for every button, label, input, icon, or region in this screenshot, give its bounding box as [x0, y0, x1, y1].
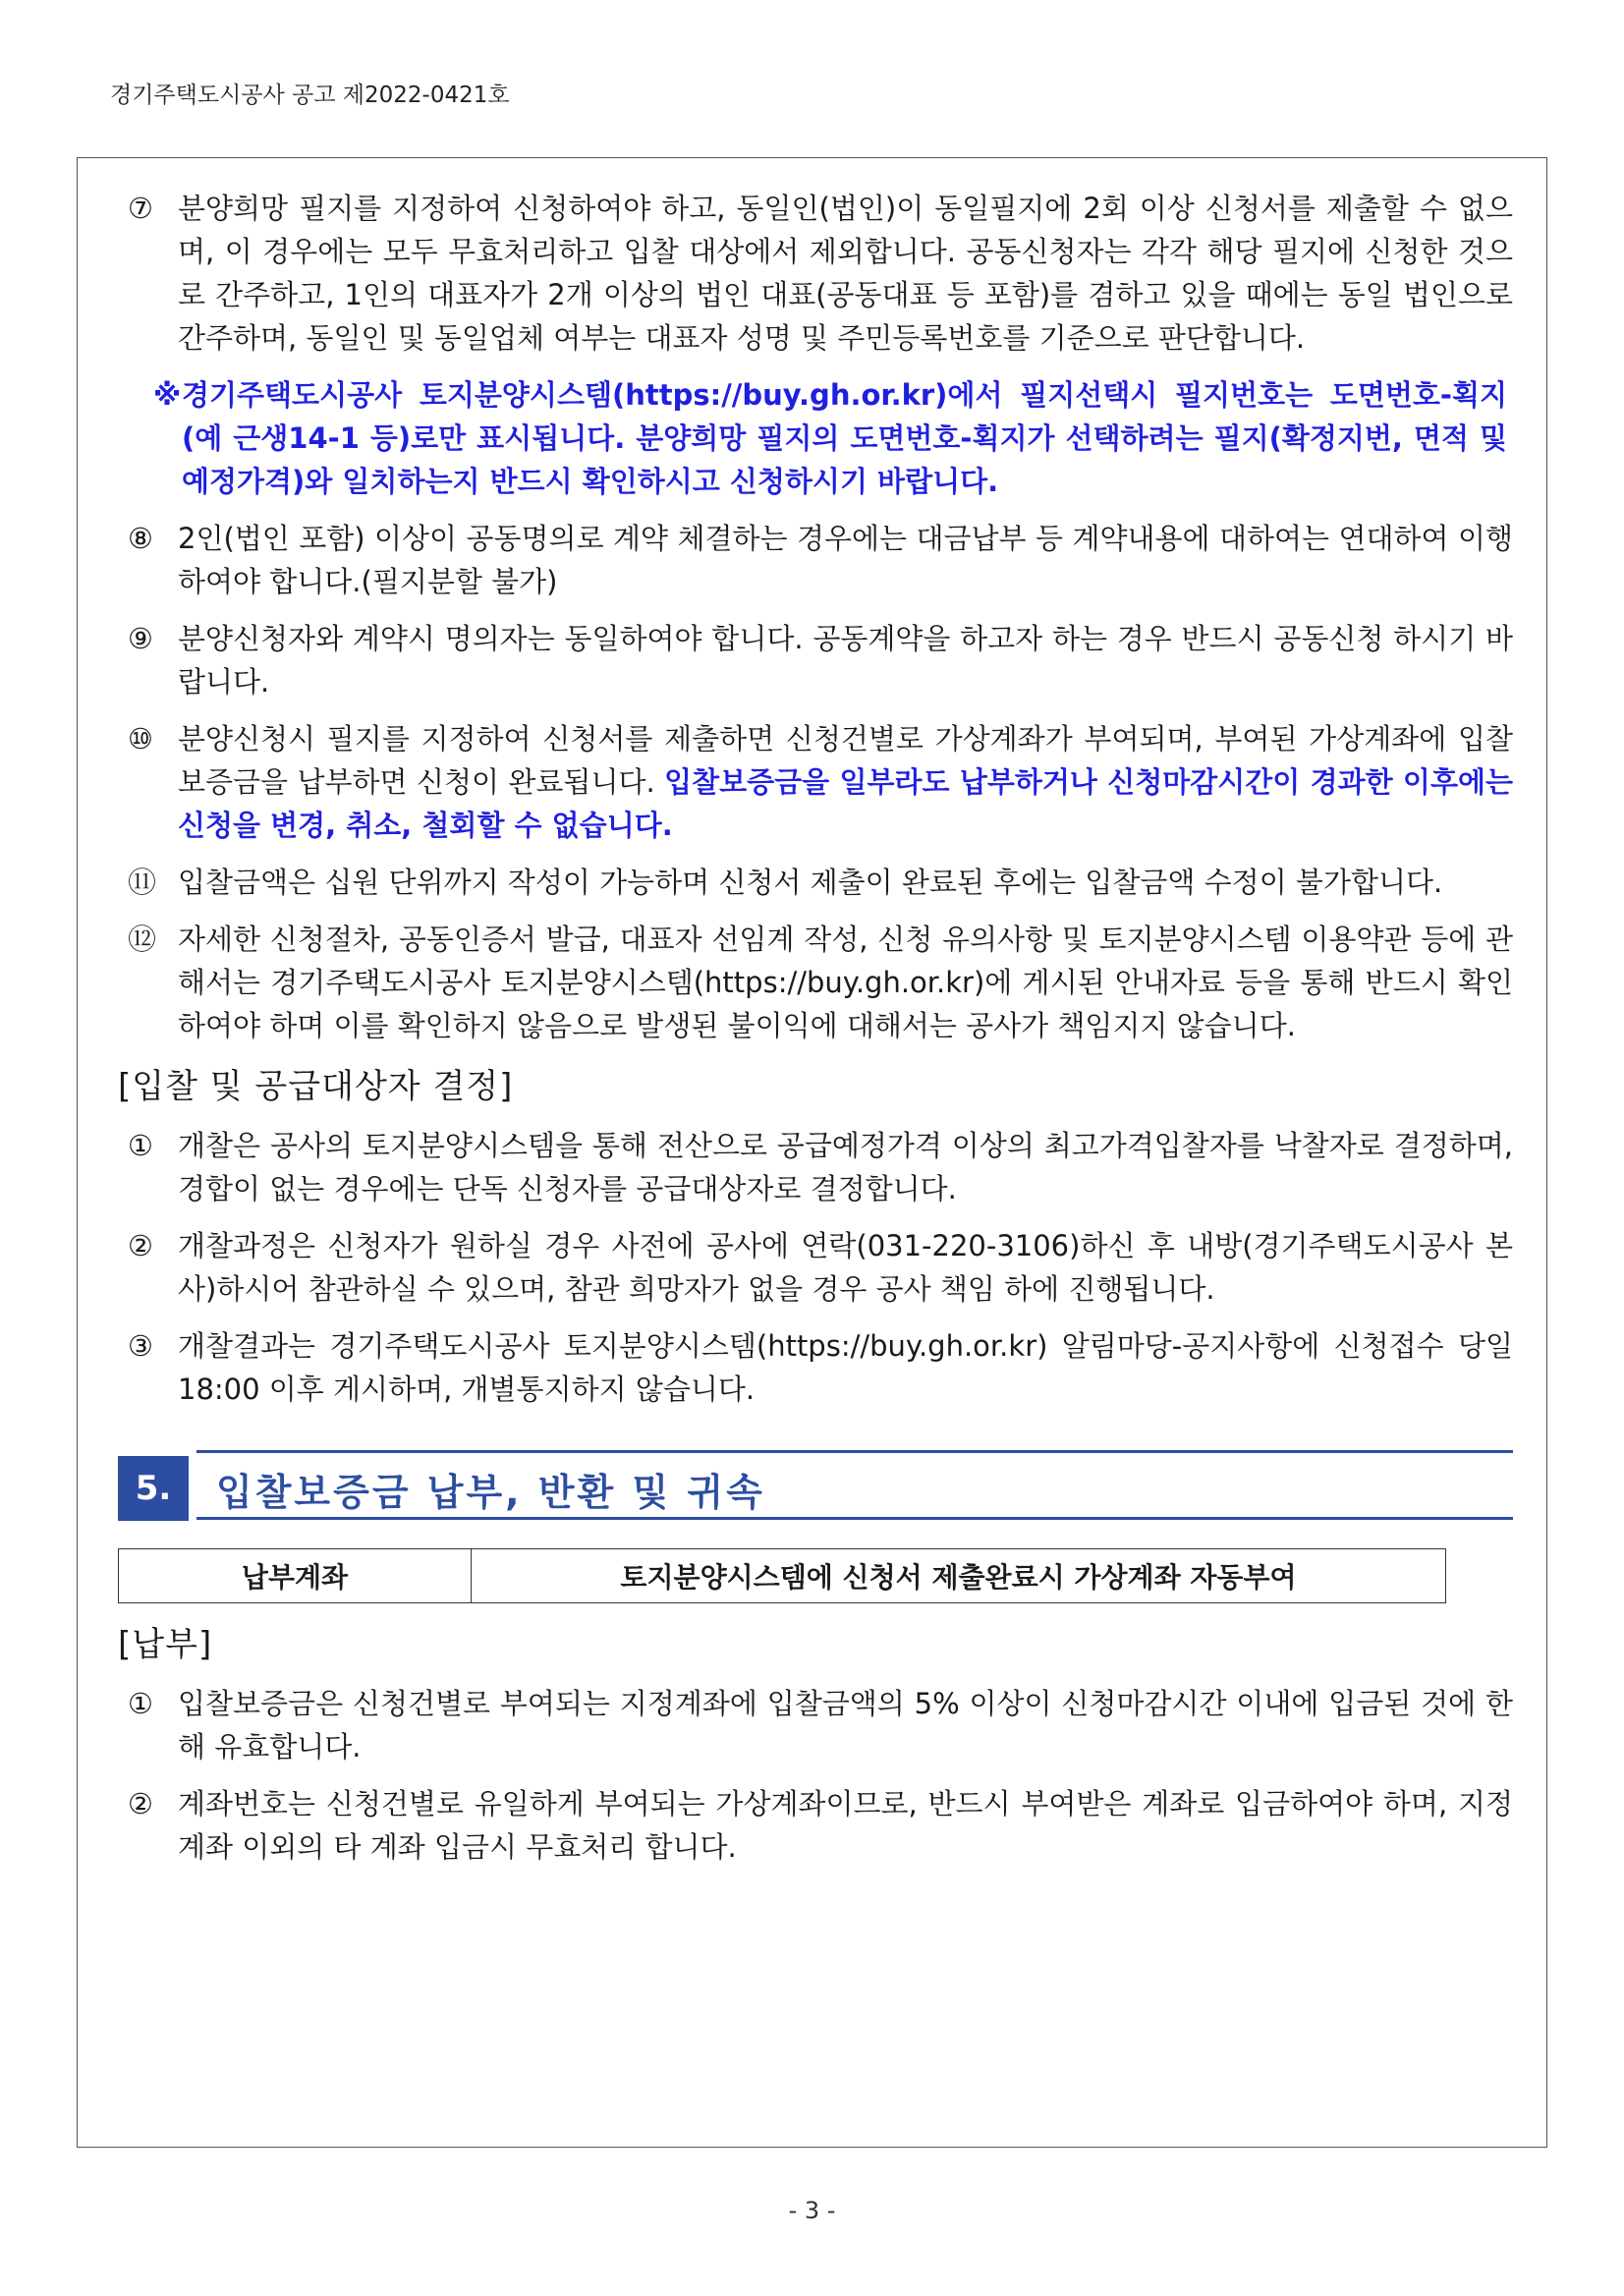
item-text: 계좌번호는 신청건별로 유일하게 부여되는 가상계좌이므로, 반드시 부여받은 계좌로 입금하여야 하며, 지정계좌 이외의 타 계좌 입금시 무효처리 합니다.	[178, 1787, 1513, 1864]
item-text: 분양신청자와 계약시 명의자는 동일하여야 합니다. 공동계약을 하고자 하는 경우 반드시 공동신청 하시기 바랍니다.	[178, 622, 1513, 699]
list-item-10	[118, 717, 1513, 847]
table-row	[119, 1549, 1446, 1603]
item-number: ⑧	[128, 522, 153, 555]
item-number: ⑦	[128, 192, 153, 225]
list-item-9	[118, 617, 1513, 703]
item-number: ⑩	[128, 722, 153, 756]
section-rule	[196, 1450, 1513, 1453]
item-number: ①	[128, 1129, 153, 1162]
list-item	[118, 1224, 1513, 1311]
page-number: - 3 -	[788, 2197, 836, 2224]
item-number: ⑫	[128, 923, 157, 956]
item-text: 개찰은 공사의 토지분양시스템을 통해 전산으로 공급예정가격 이상의 최고가격입찰자를 낙찰자로 결정하며, 경합이 없는 경우에는 단독 신청자를 공급대상자로 결정합니다.	[178, 1129, 1513, 1205]
item-text: 입찰금액은 십원 단위까지 작성이 가능하며 신청서 제출이 완료된 후에는 입찰금액 수정이 불가합니다.	[178, 866, 1443, 899]
document-body	[118, 187, 1513, 1882]
list-item	[118, 1324, 1513, 1411]
section-number: 5.	[118, 1456, 189, 1521]
item-number: ②	[128, 1787, 153, 1820]
item-number: ⑪	[128, 866, 157, 899]
subheading-bid: [입찰 및 공급대상자 결정]	[118, 1067, 514, 1106]
list-item-12	[118, 918, 1513, 1047]
item-text: 분양신청시 필지를 지정하여 신청서를 제출하면 신청건별로 가상계좌가 부여되며, 부여된 가상계좌에 입찰보증금을 납부하면 신청이 완료됩니다.	[178, 722, 1513, 799]
item-text: 개찰결과는 경기주택도시공사 토지분양시스템(https://buy.gh.or.kr) 알림마당-공지사항에 신청접수 당일 18:00 이후 게시하며, 개별통지하지 않습니다.	[178, 1329, 1513, 1406]
item-number: ②	[128, 1229, 153, 1262]
item-text: 2인(법인 포함) 이상이 공동명의로 계약 체결하는 경우에는 대금납부 등 계약내용에 대하여는 연대하여 이행하여야 합니다.(필지분할 불가)	[178, 522, 1513, 598]
subheading-payment: [납부]	[118, 1625, 213, 1664]
reference-mark-icon: ※	[153, 378, 182, 412]
account-table	[118, 1548, 1446, 1603]
item-number: ⑨	[128, 622, 153, 655]
item-text: 자세한 신청절차, 공동인증서 발급, 대표자 선임계 작성, 신청 유의사항 및 토지분양시스템 이용약관 등에 관해서는 경기주택도시공사 토지분양시스템(https://buy.gh.or.kr)에 게시된 안내자료 등을 통해 반드시 확인하여야 하며 이를 확인하지 않음으로 발생된 불이익에 대해서는 공사가 책임지지 않습니다.	[178, 923, 1513, 1042]
account-value: 토지분양시스템에 신청서 제출완료시 가상계좌 자동부여	[472, 1549, 1446, 1603]
list-item-7	[118, 187, 1513, 360]
section-rule	[196, 1517, 1513, 1520]
item-text: 분양희망 필지를 지정하여 신청하여야 하고, 동일인(법인)이 동일필지에 2회 이상 신청서를 제출할 수 없으며, 이 경우에는 모두 무효처리하고 입찰 대상에서 제외합니다. 공동신청자는 각각 해당 필지에 신청한 것으로 간주하고, 1인의 대표자가 2개 이상의 법인 대표(공동대표 등 포함)를 겸하고 있을 때에는 동일 법인으로 간주하며, 동일인 및 동일업체 여부는 대표자 성명 및 주민등록번호를 기준으로 판단합니다.	[178, 192, 1513, 355]
item-emphasis: 입찰보증금을 일부라도 납부하거나 신청마감시간이 경과한 이후에는 신청을 변경, 취소, 철회할 수 없습니다.	[178, 765, 1513, 842]
account-label: 납부계좌	[119, 1549, 472, 1603]
list-item-8	[118, 517, 1513, 603]
list-item-11	[118, 861, 1513, 904]
section-title: 입찰보증금 납부, 반환 및 귀속	[216, 1471, 765, 1514]
item-text: 입찰보증금은 신청건별로 부여되는 지정계좌에 입찰금액의 5% 이상이 신청마감시간 이내에 입금된 것에 한해 유효합니다.	[178, 1687, 1513, 1764]
item-number: ①	[128, 1687, 153, 1720]
notice-number: 경기주택도시공사 공고 제2022-0421호	[110, 83, 510, 108]
item-text: 개찰과정은 신청자가 원하실 경우 사전에 공사에 연락(031-220-3106)하신 후 내방(경기주택도시공사 본사)하시어 참관하실 수 있으며, 참관 희망자가 없을 경우 공사 책임 하에 진행됩니다.	[178, 1229, 1513, 1306]
item-number: ③	[128, 1329, 153, 1363]
list-item	[118, 1782, 1513, 1869]
list-item	[118, 1682, 1513, 1768]
notice-box	[118, 373, 1513, 503]
notice-text: 경기주택도시공사 토지분양시스템(https://buy.gh.or.kr)에서 필지선택시 필지번호는 도면번호-획지(예 근생14-1 등)로만 표시됩니다. 분양희망 필지의 도면번호-획지가 선택하려는 필지(확정지번, 면적 및 예정가격)와 일치하는지 반드시 확인하시고 신청하시기 바랍니다.	[182, 378, 1507, 498]
section-header	[118, 1450, 1513, 1519]
list-item	[118, 1124, 1513, 1210]
